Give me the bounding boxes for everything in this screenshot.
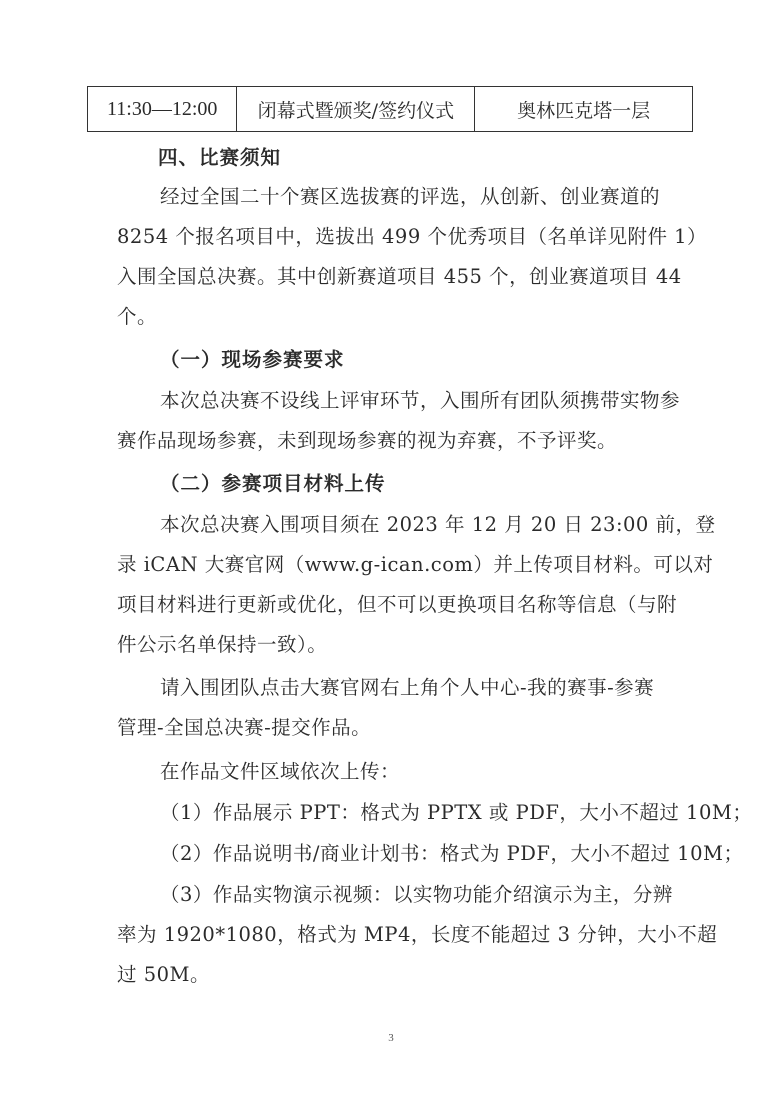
- para-instructions-line2: 管理-全国总决赛-提交作品。: [117, 716, 372, 739]
- list-item-manual: （2）作品说明书/商业计划书：格式为 PDF，大小不超过 10M；: [160, 842, 744, 865]
- list-item-video-line1: （3）作品实物演示视频：以实物功能介绍演示为主，分辨: [160, 883, 673, 906]
- page-number: 3: [388, 1032, 394, 1044]
- para-onsite-line1: 本次总决赛不设线上评审环节，入围所有团队须携带实物参: [160, 389, 681, 412]
- list-item-video-line2: 率为 1920*1080，格式为 MP4，长度不能超过 3 分钟，大小不超: [117, 923, 718, 946]
- para-onsite-line2: 赛作品现场参赛，未到现场参赛的视为弃赛，不予评奖。: [117, 429, 618, 452]
- para-selection-line4: 个。: [117, 305, 158, 328]
- section-heading-rules: 四、比赛须知: [158, 146, 282, 169]
- schedule-location-cell: 奥林匹克塔一层: [475, 87, 693, 132]
- schedule-event-cell: 闭幕式暨颁奖/签约仪式: [237, 87, 475, 132]
- para-selection-line2: 8254 个报名项目中，选拔出 499 个优秀项目（名单详见附件 1）: [117, 225, 708, 248]
- schedule-time-cell: 11:30—12:00: [88, 87, 237, 132]
- para-upload-line3: 项目材料进行更新或优化，但不可以更换项目名称等信息（与附: [117, 593, 678, 616]
- para-instructions-line1: 请入围团队点击大赛官网右上角个人中心-我的赛事-参赛: [160, 676, 655, 699]
- list-item-ppt: （1）作品展示 PPT：格式为 PPTX 或 PDF，大小不超过 10M；: [160, 801, 753, 824]
- para-upload-line1: 本次总决赛入围项目须在 2023 年 12 月 20 日 23:00 前，登: [160, 513, 716, 536]
- para-upload-line4: 件公示名单保持一致）。: [117, 633, 328, 656]
- schedule-row: [88, 87, 693, 132]
- list-item-video-line3: 过 50M。: [117, 963, 210, 986]
- para-upload-line2: 录 iCAN 大赛官网（www.g-ican.com）并上传项目材料。可以对: [117, 553, 714, 576]
- para-upload-order: 在作品文件区域依次上传：: [160, 760, 401, 783]
- subheading-material-upload: （二）参赛项目材料上传: [160, 472, 386, 495]
- schedule-table: [87, 86, 693, 132]
- para-selection-line1: 经过全国二十个赛区选拔赛的评选，从创新、创业赛道的: [160, 185, 661, 208]
- para-selection-line3: 入围全国总决赛。其中创新赛道项目 455 个，创业赛道项目 44: [117, 265, 682, 288]
- subheading-onsite-requirements: （一）现场参赛要求: [160, 348, 345, 371]
